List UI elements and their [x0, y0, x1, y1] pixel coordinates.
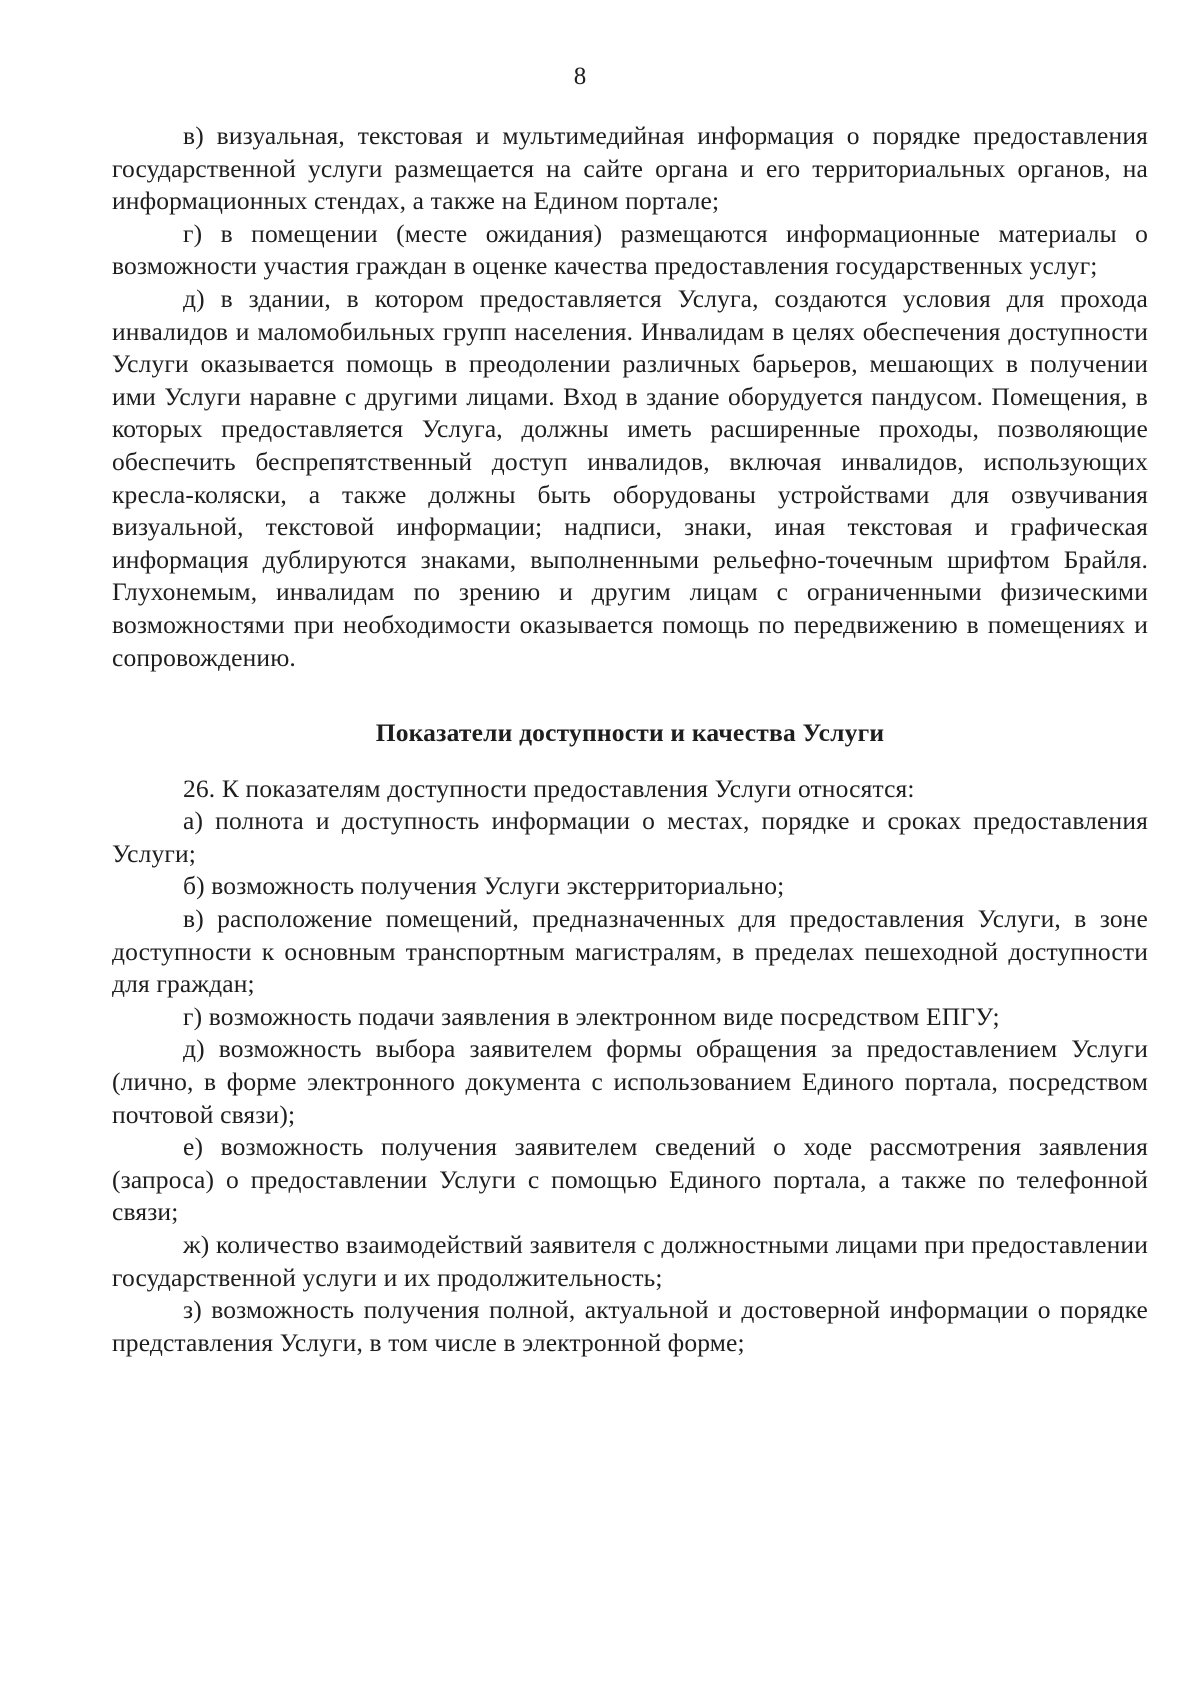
list-item-a: а) полнота и доступность информации о местах, порядке и сроках предоставления Услуги; [112, 806, 1148, 868]
paragraph-26-intro: 26. К показателям доступности предоставления Услуги относятся: [183, 773, 915, 803]
list-item-zh: ж) количество взаимодействий заявителя с должностными лицами при предоставлении государственной услуги и их продолжительность; [112, 1230, 1148, 1292]
page-content [112, 120, 1148, 1359]
paragraph-d-accessibility: д) в здании, в котором предоставляется Услуга, создаются условия для прохода инвалидов и маломобильных групп населения. Инвалидам в целях обеспечения доступности Услуги оказывается помощь в преодолении различных барьеров, мешающих в получении ими Услуги наравне с другими лицами. Вход в здание оборудуется пандусом. Помещения, в которых предоставляется Услуга, должны иметь расширенные проходы, позволяющие обеспечить беспрепятственный доступ инвалидов, включая инвалидов, использующих кресла-коляски, а также должны быть оборудованы устройствами для озвучивания визуальной, текстовой информации; надписи, знаки, иная текстовая и графическая информация дублируются знаками, выполненными рельефно-точечным шрифтом Брайля. Глухонемым, инвалидам по зрению и другим лицам с ограниченными физическими возможностями при необходимости оказывается помощь по передвижению в помещениях и сопровождению. [112, 283, 1148, 672]
paragraph-g-info-materials: г) в помещении (месте ожидания) размещаются информационные материалы о возможности участия граждан в оценке качества предоставления государственных услуг; [112, 218, 1148, 281]
section-heading: Показатели доступности и качества Услуги [375, 718, 885, 748]
list-item-z: з) возможность получения полной, актуальной и достоверной информации о порядке представления Услуги, в том числе в электронной форме; [112, 1295, 1148, 1357]
list-item-v: в) расположение помещений, предназначенных для предоставления Услуги, в зоне доступности к основным транспортным магистралям, в пределах пешеходной доступности для граждан; [112, 904, 1148, 999]
list-item-g: г) возможность подачи заявления в электронном виде посредством ЕПГУ; [183, 1001, 1000, 1031]
list-item-e: е) возможность получения заявителем сведений о ходе рассмотрения заявления (запроса) о предоставлении Услуги с помощью Единого портала, а также по телефонной связи; [112, 1132, 1148, 1227]
page-number: 8 [573, 63, 587, 90]
paragraph-v-visual-info: в) визуальная, текстовая и мультимедийная информация о порядке предоставления государственной услуги размещается на сайте органа и его территориальных органов, на информационных стендах, а также на Едином портале; [112, 121, 1148, 216]
list-item-d: д) возможность выбора заявителем формы обращения за предоставлением Услуги (лично, в форме электронного документа с использованием Единого портала, посредством почтовой связи); [112, 1034, 1148, 1129]
list-item-b: б) возможность получения Услуги экстерриториально; [183, 871, 785, 901]
